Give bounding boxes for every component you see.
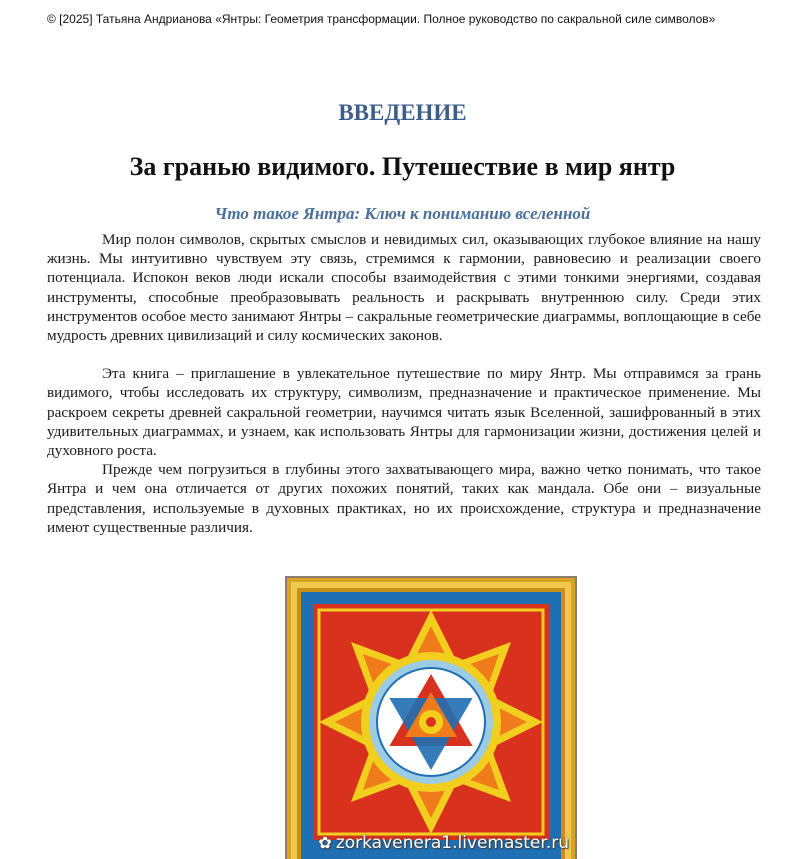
paragraph: Прежде чем погрузиться в глубины этого захватывающего мира, важно четко понимать, что такое Янтра и чем она отличается от других похожих понятий, таких как мандала. Обе они – визуальные представления, используемые в духовных практиках, но их происхождение, структура и предназначение имеют существенные различия. <box>47 461 761 536</box>
yantra-image <box>285 576 577 859</box>
page-header: © [2025] Татьяна Андрианова «Янтры: Геометрия трансформации. Полное руководство по сакральной силе символов» <box>47 12 716 26</box>
chapter-subtitle: Что такое Янтра: Ключ к пониманию вселенной <box>214 204 591 223</box>
paragraph: Мир полон символов, скрытых смыслов и невидимых сил, оказывающих глубокое влияние на нашу жизнь. Мы интуитивно чувствуем эту связь, стремимся к гармонии, равновесию и реализации своего потенциала. Испокон веков люди искали способы взаимодействия с этими тонкими энергиями, создавая инструменты, способные преобразовывать реальность и раскрывать внутреннюю силу. Среди этих инструментов особое место занимают Янтры – сакральные геометрические диаграммы, воплощающие в себе мудрость древних цивилизаций и силу космических законов. <box>47 231 761 345</box>
yantra-illustration <box>285 576 577 859</box>
paragraph: Эта книга – приглашение в увлекательное путешествие по миру Янтр. Мы отправимся за грань видимого, чтобы исследовать их структуру, символизм, предназначение и практическое применение. Мы раскроем секреты древней сакральной геометрии, научимся читать язык Вселенной, зашифрованный в этих удивительных диаграммах, и узнаем, как использовать Янтры для гармонизации жизни, достижения целей и духовного роста. <box>47 365 761 460</box>
watermark <box>318 833 569 853</box>
section-title: ВВЕДЕНИЕ <box>338 100 467 125</box>
body-text <box>47 230 761 537</box>
flower-icon: ✿ <box>318 833 332 852</box>
chapter-title: За гранью видимого. Путешествие в мир янтр <box>129 152 676 181</box>
watermark-text: zorkavenera1.livemaster.ru <box>335 833 569 853</box>
